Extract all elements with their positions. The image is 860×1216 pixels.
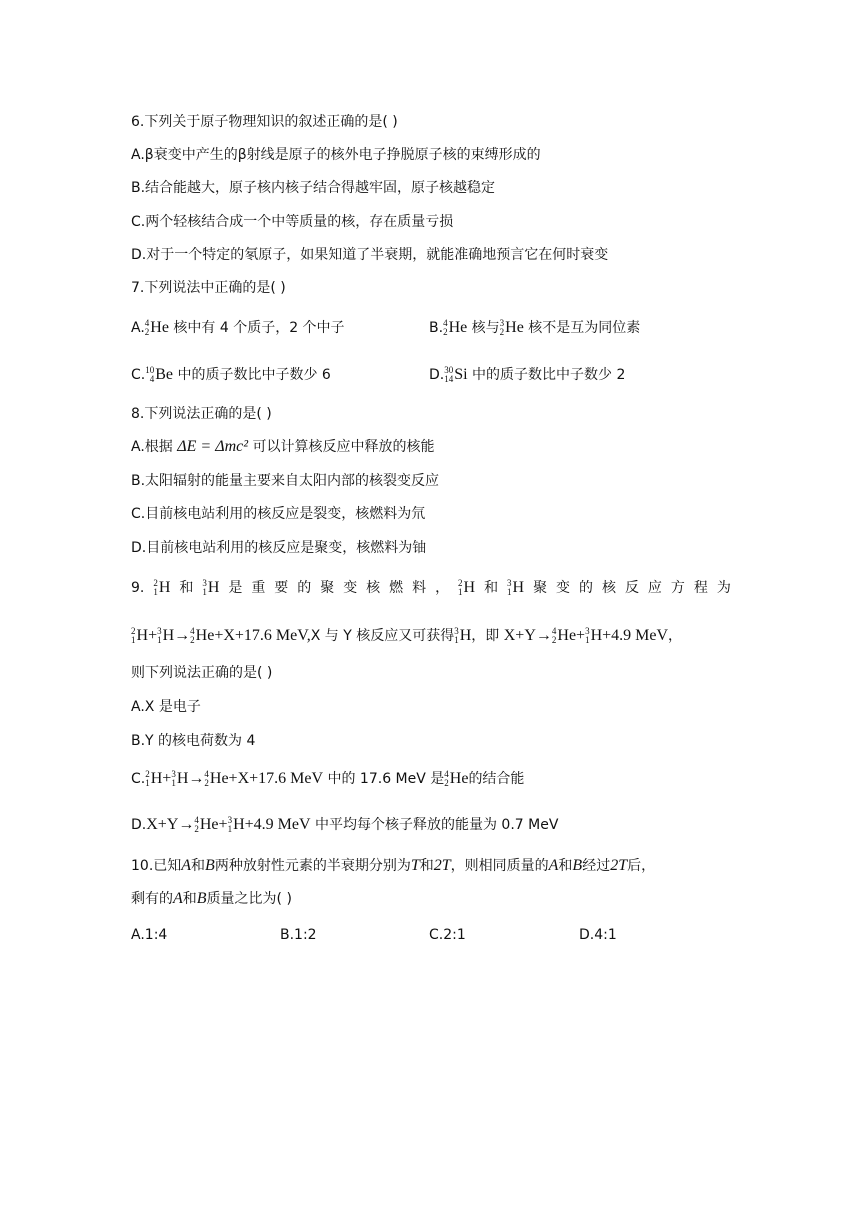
q10-option-b: B.1:2 <box>280 927 317 943</box>
nuclide-be10: 10 4 Be <box>145 365 174 384</box>
q7-option-b: B. 4 2 He 核与 3 2 He 核不是互为同位素 <box>429 318 641 337</box>
q9-option-a: A.X 是电子 <box>131 699 201 715</box>
q8-option-b: B.太阳辐射的能量主要来自太阳内部的核裂变反应 <box>131 473 440 489</box>
q9-line2: 2 1 H + 3 1 H → 4 2 He +X+17.6 MeV,X 与 Y 核反应又可获得 3 1 H ，即 X+Y→ 4 2 He + 3 1 H +4.9 MeV， <box>131 626 683 645</box>
q8-option-c: C.目前核电站利用的核反应是裂变，核燃料为氘 <box>131 506 426 522</box>
nuclide-he4: 4 2 He <box>144 318 169 337</box>
q8-stem: 8.下列说法正确的是( ) <box>131 406 272 422</box>
q9-line1: 9. 2 1 H 和 3 1 H 是 重 要 的 聚 变 核 燃 料 ， 2 1 H 和 3 1 H 聚 变 的 核 反 应 方 程 为 <box>131 578 731 597</box>
q10-option-d: D.4:1 <box>579 927 617 943</box>
nuclide-he4: 4 2 He <box>443 318 468 337</box>
nuclide-he3: 3 2 He <box>499 318 524 337</box>
mass-energy-formula: ΔE = Δmc² <box>177 438 249 455</box>
q7-stem: 7.下列说法中正确的是( ) <box>131 280 286 296</box>
q8-option-a: A.根据 ΔE = Δmc² 可以计算核反应中释放的核能 <box>131 438 435 455</box>
q6-option-b: B.结合能越大，原子核内核子结合得越牢固，原子核越稳定 <box>131 180 496 196</box>
q7-option-a: A. 4 2 He 核中有 4 个质子，2 个中子 <box>131 318 345 337</box>
q10-option-a: A.1:4 <box>131 927 168 943</box>
nuclide-si30: 30 14 Si <box>444 365 468 384</box>
q9-option-d: D.X+Y→ 4 2 He + 3 1 H +4.9 MeV 中平均每个核子释放的能量为 0.7 MeV <box>131 815 559 834</box>
q10-stem-line1: 10.已知A和B两种放射性元素的半衰期分别为T和2T，则相同质量的A和B经过2T后， <box>131 857 656 874</box>
q9-option-b: B.Y 的核电荷数为 4 <box>131 733 256 749</box>
q10-option-c: C.2:1 <box>429 927 466 943</box>
q8-option-d: D.目前核电站利用的核反应是聚变，核燃料为铀 <box>131 540 427 556</box>
q7-option-d: D. 30 14 Si 中的质子数比中子数少 2 <box>429 365 626 384</box>
q6-stem: 6.下列关于原子物理知识的叙述正确的是( ) <box>131 114 398 130</box>
q6-option-c: C.两个轻核结合成一个中等质量的核，存在质量亏损 <box>131 214 454 230</box>
q6-option-a: A.β衰变中产生的β射线是原子的核外电子挣脱原子核的束缚形成的 <box>131 147 541 163</box>
q9-line3: 则下列说法正确的是( ) <box>131 665 273 681</box>
q10-stem-line2: 剩有的A和B质量之比为( ) <box>131 890 292 907</box>
q6-option-d: D.对于一个特定的氡原子，如果知道了半衰期，就能准确地预言它在何时衰变 <box>131 247 609 263</box>
q9-option-c: C. 2 1 H + 3 1 H → 4 2 He +X+17.6 MeV 中的 17.6 MeV 是 4 2 He 的结合能 <box>131 769 525 788</box>
q7-option-c: C. 10 4 Be 中的质子数比中子数少 6 <box>131 365 331 384</box>
